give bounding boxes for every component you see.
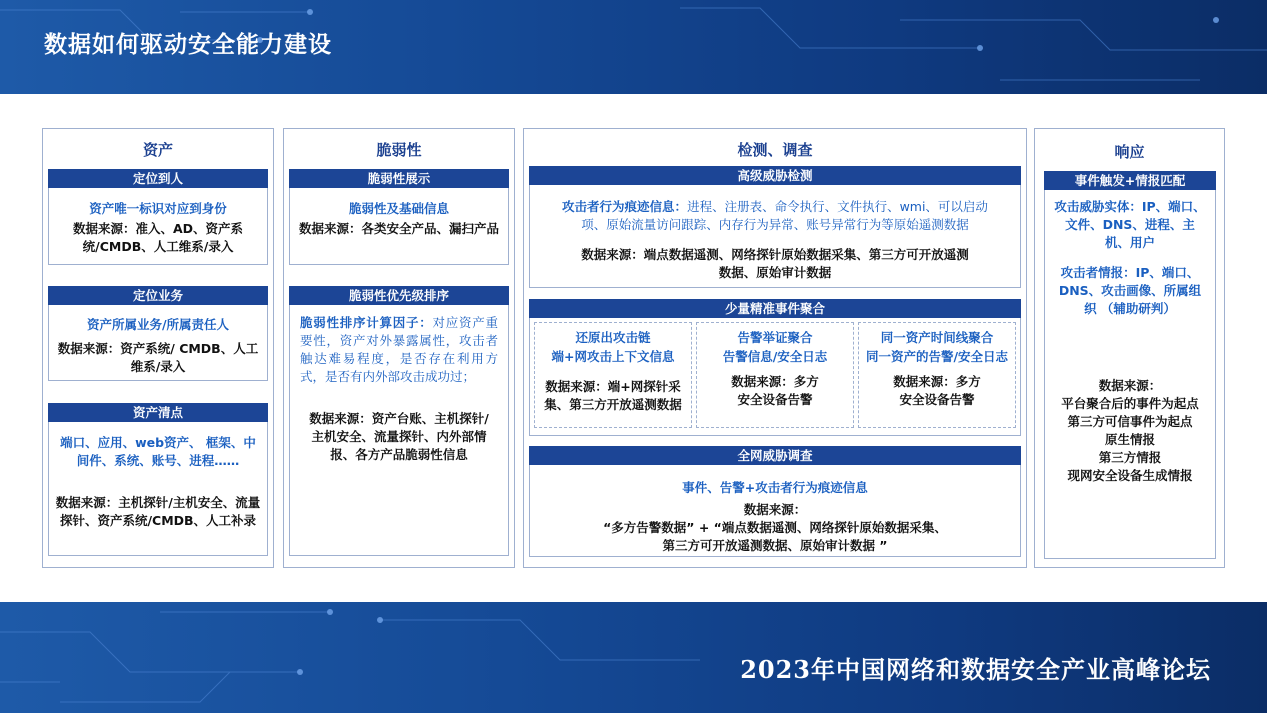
locate-business-card (48, 286, 268, 381)
attack-chain-source: 数据来源：端+网探针采集、第三方开放遥测数据 (544, 379, 682, 412)
vuln-priority-factor-text: 对应资产重要性，资产对外暴露属性，攻击者触达难易程度，是否存在利用方式，是否有内外部攻击成功过； (300, 315, 498, 384)
page-title: 数据如何驱动安全能力建设 (44, 31, 332, 58)
advanced-threat-card (529, 166, 1021, 288)
vulnerability-title: 脆弱性 (376, 141, 422, 159)
asset-timeline-title: 同一资产时间线聚合 (880, 330, 994, 345)
inventory-source: 数据来源：主机探针/主机安全、流量探针、资产系统/CMDB、人工补录 (55, 495, 261, 528)
locate-business-source: 数据来源：资产系统/ CMDB、人工维系/录入 (57, 341, 259, 374)
response-title: 响应 (1114, 143, 1145, 161)
locate-business-bar: 定位业务 (48, 286, 268, 305)
attack-chain-box (534, 322, 692, 428)
network-investigation-source-line1: “多方告警数据” + “端点数据遥测、网络探针原始数据采集、 (603, 520, 947, 535)
vuln-priority-factor-label: 脆弱性排序计算因子： (300, 315, 433, 330)
locate-person-headline: 资产唯一标识对应到身份 (89, 201, 227, 216)
assets-title: 资产 (142, 141, 173, 159)
response-source-3: 原生情报 (1104, 432, 1155, 447)
vuln-priority-card (289, 286, 509, 556)
alert-evidence-title: 告警举证聚合 (737, 330, 813, 345)
asset-timeline-source: 数据来源：多方安全设备告警 (893, 374, 981, 407)
header-banner (0, 0, 1267, 94)
response-source-label: 数据来源： (1098, 378, 1162, 393)
asset-timeline-box (858, 322, 1016, 428)
response-column (1034, 128, 1225, 568)
vuln-priority-factors (290, 314, 508, 386)
advanced-threat-text: 进程、注册表、命令执行、文件执行、wmi、可以启动项、原始流量访问跟踪、内存行为异常、账号异常行为等原始遥测数据 (581, 199, 988, 232)
vulnerability-column (283, 128, 515, 568)
advanced-threat-behavior (530, 198, 1020, 234)
network-investigation-card (529, 446, 1021, 557)
vuln-priority-bar: 脆弱性优先级排序 (289, 286, 509, 305)
assets-column (42, 128, 274, 568)
detect-title: 检测、调查 (737, 141, 813, 159)
advanced-threat-source: 数据来源：端点数据遥测、网络探针原始数据采集、第三方可开放遥测数据、原始审计数据 (581, 247, 969, 280)
response-card (1044, 171, 1216, 559)
response-source-2: 第三方可信事件为起点 (1067, 414, 1193, 429)
network-investigation-source-line2: 第三方可开放遥测数据、原始审计数据 ” (662, 538, 888, 553)
attacker-intel-text: 攻击者情报：IP、端口、DNS、攻击画像、所属组织 （辅助研判） (1058, 265, 1202, 316)
vuln-priority-source: 数据来源：资产台账、主机探针/主机安全、流量探针、内外部情报、各方产品脆弱性信息 (309, 411, 489, 462)
threat-entity-text: 攻击威胁实体：IP、端口、文件、DNS、进程、主机、用户 (1054, 199, 1206, 250)
response-source-5: 现网安全设备生成情报 (1067, 468, 1193, 483)
locate-person-bar: 定位到人 (48, 169, 268, 188)
response-source-4: 第三方情报 (1098, 450, 1162, 465)
forum-title: 2023年中国网络和数据安全产业高峰论坛 (740, 655, 1211, 684)
response-bar: 事件触发+情报匹配 (1044, 171, 1216, 190)
vuln-display-source: 数据来源：各类安全产品、漏扫产品 (298, 221, 499, 236)
attack-chain-title: 还原出攻击链 (575, 330, 651, 345)
vuln-display-headline: 脆弱性及基础信息 (348, 201, 449, 216)
network-investigation-bar: 全网威胁调查 (529, 446, 1021, 465)
locate-person-card (48, 169, 268, 265)
asset-timeline-subtitle: 同一资产的告警/安全日志 (865, 349, 1009, 364)
inventory-headline: 端口、应用、web资产、 框架、中间件、系统、账号、进程…… (60, 435, 256, 468)
alert-evidence-box (696, 322, 854, 428)
detect-investigate-column (523, 128, 1027, 568)
vuln-display-bar: 脆弱性展示 (289, 169, 509, 188)
inventory-card (48, 403, 268, 556)
alert-evidence-subtitle: 告警信息/安全日志 (722, 349, 828, 364)
alert-evidence-source: 数据来源：多方安全设备告警 (731, 374, 819, 407)
network-investigation-headline: 事件、告警+攻击者行为痕迹信息 (682, 480, 868, 495)
locate-person-source: 数据来源：准入、AD、资产系统/CMDB、人工维系/录入 (72, 221, 244, 254)
vuln-display-card (289, 169, 509, 265)
attack-chain-subtitle: 端+网攻击上下文信息 (551, 349, 675, 364)
network-investigation-source-label: 数据来源： (743, 502, 807, 517)
locate-business-headline: 资产所属业务/所属责任人 (86, 317, 230, 332)
response-source-1: 平台聚合后的事件为起点 (1061, 396, 1199, 411)
inventory-bar: 资产清点 (48, 403, 268, 422)
event-aggregate-card (529, 299, 1021, 436)
advanced-threat-label: 攻击者行为痕迹信息： (562, 199, 688, 214)
event-aggregate-bar: 少量精准事件聚合 (529, 299, 1021, 318)
advanced-threat-bar: 高级威胁检测 (529, 166, 1021, 185)
